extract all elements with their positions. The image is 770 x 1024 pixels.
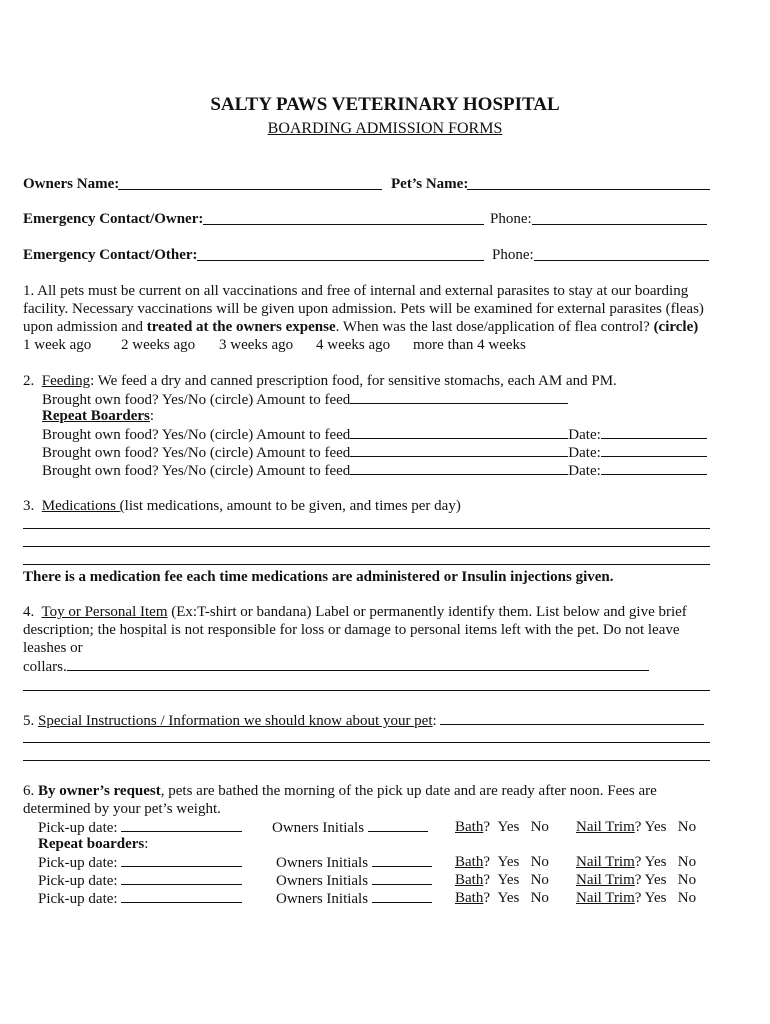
pickup-date-field[interactable] xyxy=(121,889,242,903)
pickup-row-4: Pick-up date: xyxy=(38,889,242,908)
brought-food-label: Brought own food? Yes/No (circle) Amount to feed xyxy=(42,445,351,461)
pets-name-field[interactable] xyxy=(467,189,710,190)
emergency-other-field[interactable] xyxy=(197,260,484,261)
flea-option-1[interactable]: 1 week ago xyxy=(23,337,92,353)
yes-option[interactable]: Yes xyxy=(644,854,667,870)
medications-heading: Medications ( xyxy=(41,498,125,514)
pets-name-label: Pet’s Name: xyxy=(391,176,469,192)
feeding-intro xyxy=(23,372,617,390)
repeat-boarders-label: Repeat boarders: xyxy=(38,836,149,852)
yes-option[interactable]: Yes xyxy=(497,819,520,835)
medications-line-1[interactable] xyxy=(23,528,710,529)
collars-row xyxy=(23,657,649,676)
no-option[interactable]: No xyxy=(677,819,697,835)
pickup-date-field[interactable] xyxy=(121,871,242,885)
no-option[interactable]: No xyxy=(677,854,697,870)
vaccination-paragraph xyxy=(23,282,713,336)
pickup-row-3: Pick-up date: xyxy=(38,871,242,890)
nail-row-4: Nail Trim? Yes No xyxy=(576,890,697,906)
owners-name-field[interactable] xyxy=(118,189,382,190)
amount-field[interactable] xyxy=(350,425,568,439)
amount-field[interactable] xyxy=(350,390,568,404)
bath-row-4: Bath? Yes No xyxy=(455,890,549,906)
bathing-text: , pets are bathed the morning of the pick up date and are ready after noon. Fees are determined by your pet’s weight. xyxy=(23,783,657,817)
amount-field[interactable] xyxy=(350,443,568,457)
emergency-other-phone-field[interactable] xyxy=(534,260,709,261)
medications-text: list medications, amount to be given, and times per day) xyxy=(124,498,461,514)
emergency-owner-label: Emergency Contact/Owner: xyxy=(23,211,204,227)
toy-number: 4. xyxy=(23,604,35,620)
flea-option-5[interactable]: more than 4 weeks xyxy=(413,337,526,353)
pickup-date-field[interactable] xyxy=(121,818,242,832)
no-option[interactable]: No xyxy=(530,854,549,870)
no-option[interactable]: No xyxy=(530,890,549,906)
date-label: Date: xyxy=(568,445,601,461)
yes-option[interactable]: Yes xyxy=(497,890,520,906)
circle-label: (circle) xyxy=(653,319,699,335)
yes-option[interactable]: Yes xyxy=(497,872,520,888)
toy-line-2[interactable] xyxy=(23,690,710,691)
no-option[interactable]: No xyxy=(530,872,549,888)
toy-paragraph xyxy=(23,603,713,657)
pickup-row-2: Pick-up date: xyxy=(38,853,242,872)
special-number: 5. xyxy=(23,713,35,729)
flea-option-4[interactable]: 4 weeks ago xyxy=(316,337,391,353)
date-field[interactable] xyxy=(601,461,707,475)
medications-number: 3. xyxy=(23,498,35,514)
collars-label: collars. xyxy=(23,659,67,675)
bath-row-1: Bath? Yes No xyxy=(455,819,549,835)
page-title: SALTY PAWS VETERINARY HOSPITAL xyxy=(210,94,560,115)
owners-expense-text: treated at the owners expense xyxy=(146,319,336,335)
emergency-owner-field[interactable] xyxy=(203,224,484,225)
special-line-2[interactable] xyxy=(23,742,710,743)
date-label: Date: xyxy=(568,463,601,479)
medications-line-3[interactable] xyxy=(23,564,710,565)
feeding-row-repeat-1 xyxy=(42,425,707,444)
toy-text: (Ex:T-shirt or bandana) Label or permanently identify them. List below and give brief description; the hospital is not responsible for loss or damage to personal items left with the pet. Do not leave leashes or xyxy=(23,604,687,656)
bath-row-3: Bath? Yes No xyxy=(455,872,549,888)
no-option[interactable]: No xyxy=(677,890,697,906)
flea-option-2[interactable]: 2 weeks ago xyxy=(121,337,196,353)
nail-row-1: Nail Trim? Yes No xyxy=(576,819,697,835)
owners-name-label: Owners Name: xyxy=(23,176,120,192)
emergency-other-phone-label: Phone: xyxy=(492,247,534,263)
emergency-other-label: Emergency Contact/Other: xyxy=(23,247,198,263)
vaccination-text: 1. All pets must be current on all vaccinations and free of internal and external parasites to stay at our boarding facility. Necessary vaccinations will be given upon admission. Pets will be examined for external parasites (fleas) upon admission and xyxy=(23,283,704,335)
initials-row-2: Owners Initials xyxy=(276,853,432,872)
bathing-number: 6. xyxy=(23,783,35,799)
feeding-row-repeat-3 xyxy=(42,461,707,480)
feeding-heading: Feeding xyxy=(41,373,91,389)
date-label: Date: xyxy=(568,427,601,443)
initials-field[interactable] xyxy=(372,853,432,867)
feeding-number: 2. xyxy=(23,373,35,389)
no-option[interactable]: No xyxy=(677,872,697,888)
nail-row-2: Nail Trim? Yes No xyxy=(576,854,697,870)
bath-row-2: Bath? Yes No xyxy=(455,854,549,870)
medications-heading-row xyxy=(23,497,461,515)
feeding-text: : We feed a dry and canned prescription food, for sensitive stomachs, each AM and PM. xyxy=(90,373,617,389)
yes-option[interactable]: Yes xyxy=(644,890,667,906)
pickup-date-field[interactable] xyxy=(121,853,242,867)
form-subtitle: BOARDING ADMISSION FORMS xyxy=(267,120,503,137)
emergency-owner-phone-label: Phone: xyxy=(490,211,532,227)
medication-fee-notice: There is a medication fee each time medications are administered or Insulin injections given. xyxy=(23,569,614,585)
special-field[interactable] xyxy=(440,711,704,725)
special-heading: Special Instructions / Information we should know about your pet xyxy=(38,713,433,729)
date-field[interactable] xyxy=(601,425,707,439)
date-field[interactable] xyxy=(601,443,707,457)
toy-heading: Toy or Personal Item xyxy=(41,604,168,620)
toy-field[interactable] xyxy=(67,657,649,671)
special-line-3[interactable] xyxy=(23,760,710,761)
medications-line-2[interactable] xyxy=(23,546,710,547)
amount-field[interactable] xyxy=(350,461,568,475)
flea-option-3[interactable]: 3 weeks ago xyxy=(219,337,294,353)
feeding-row-repeat-2 xyxy=(42,443,707,462)
yes-option[interactable]: Yes xyxy=(644,819,667,835)
brought-food-label: Brought own food? Yes/No (circle) Amount to feed xyxy=(42,427,351,443)
initials-row-3: Owners Initials xyxy=(276,871,432,890)
brought-food-label: Brought own food? Yes/No (circle) Amount to feed xyxy=(42,463,351,479)
repeat-boarders-heading: Repeat Boarders: xyxy=(42,408,155,424)
yes-option[interactable]: Yes xyxy=(497,854,520,870)
nail-row-3: Nail Trim? Yes No xyxy=(576,872,697,888)
initials-field[interactable] xyxy=(368,818,428,832)
initials-row-1: Owners Initials xyxy=(272,818,428,837)
special-instructions-row: 5. Special Instructions / Information we should know about your pet: xyxy=(23,711,704,730)
flea-question: . When was the last dose/application of flea control? xyxy=(335,319,654,335)
initials-field[interactable] xyxy=(372,871,432,885)
initials-row-4: Owners Initials xyxy=(276,889,432,908)
no-option[interactable]: No xyxy=(530,819,549,835)
bathing-paragraph xyxy=(23,782,713,818)
initials-field[interactable] xyxy=(372,889,432,903)
owners-request-text: By owner’s request xyxy=(38,783,161,799)
pickup-row-1: Pick-up date: xyxy=(38,818,242,837)
yes-option[interactable]: Yes xyxy=(644,872,667,888)
brought-food-label: Brought own food? Yes/No (circle) Amount to feed xyxy=(42,392,351,408)
emergency-owner-phone-field[interactable] xyxy=(532,224,707,225)
